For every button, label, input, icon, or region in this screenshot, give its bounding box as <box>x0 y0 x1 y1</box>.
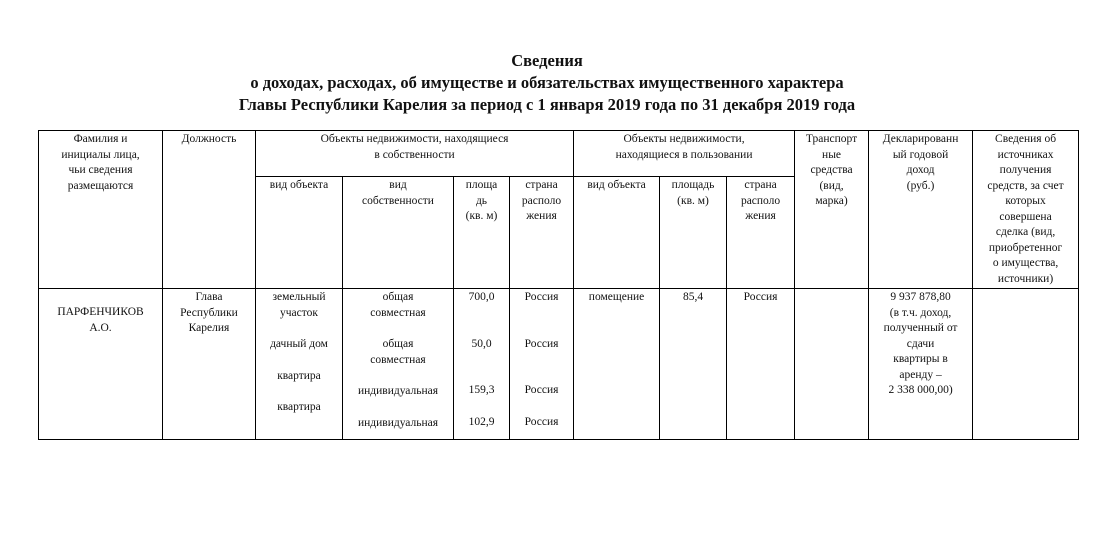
owned-country-2: Россия <box>524 337 559 350</box>
owned-type-3: квартира <box>277 369 321 382</box>
owned-ownership-2: общая совместная <box>370 338 426 366</box>
cell-owned-ownerships <box>343 289 454 440</box>
header-owned-group: Объекты недвижимости, находящиеся в собственности <box>256 131 574 177</box>
owned-type-4: квартира <box>277 401 321 413</box>
owned-type-2: дачный дом <box>270 338 328 350</box>
header-owned-type: вид объекта <box>256 177 343 289</box>
owned-ownership-1: общая совместная <box>370 291 426 319</box>
table-row <box>39 289 1079 440</box>
cell-sources <box>973 289 1079 440</box>
cell-owned-countries <box>510 289 574 440</box>
header-sources: Сведения об источниках получения средств, за счет которых совершена сделка (вид, приобретенног о имущества, источники) <box>973 131 1079 289</box>
header-income: Декларированн ый годовой доход (руб.) <box>869 131 973 289</box>
owned-country-1: Россия <box>524 291 559 303</box>
header-used-area: площадь (кв. м) <box>660 177 727 289</box>
title-line-3: Главы Республики Карелия за период с 1 января 2019 года по 31 декабря 2019 года <box>238 95 856 114</box>
cell-owned-types <box>256 289 343 440</box>
title-line-1: Сведения <box>511 51 583 70</box>
owned-area-1: 700,0 <box>468 291 495 303</box>
title-line-2: о доходах, расходах, об имуществе и обязательствах имущественного характера <box>250 73 844 92</box>
header-owned-area: площа дь (кв. м) <box>454 177 510 289</box>
owned-country-4: Россия <box>524 415 559 428</box>
header-transport: Транспорт ные средства (вид, марка) <box>795 131 869 289</box>
cell-transport <box>795 289 869 440</box>
owned-ownership-4: индивидуальная <box>357 416 439 429</box>
header-owned-ownership: вид собственности <box>343 177 454 289</box>
cell-used-area: 85,4 <box>660 289 727 440</box>
header-used-country: страна располо жения <box>727 177 795 289</box>
owned-area-3: 159,3 <box>468 384 495 396</box>
header-used-group: Объекты недвижимости, находящиеся в пользовании <box>574 131 795 177</box>
owned-type-1: земельный участок <box>272 291 326 319</box>
owned-country-3: Россия <box>524 384 559 396</box>
header-position: Должность <box>163 131 256 289</box>
cell-income: 9 937 878,80 (в т.ч. доход, полученный от сдачи квартиры в аренду – 2 338 000,00) <box>869 289 973 440</box>
owned-ownership-3: индивидуальная <box>357 385 439 397</box>
cell-used-country: Россия <box>727 289 795 440</box>
cell-position: Глава Республики Карелия <box>163 289 256 440</box>
header-name: Фамилия и инициалы лица, чьи сведения размещаются <box>39 131 163 289</box>
declaration-table <box>38 130 1079 440</box>
cell-name: ПАРФЕНЧИКОВ А.О. <box>39 289 163 440</box>
cell-owned-areas <box>454 289 510 440</box>
cell-used-type: помещение <box>574 289 660 440</box>
document-title <box>0 50 1094 116</box>
owned-area-2: 50,0 <box>471 337 492 350</box>
header-used-type: вид объекта <box>574 177 660 289</box>
header-owned-country: страна располо жения <box>510 177 574 289</box>
owned-area-4: 102,9 <box>468 415 495 428</box>
